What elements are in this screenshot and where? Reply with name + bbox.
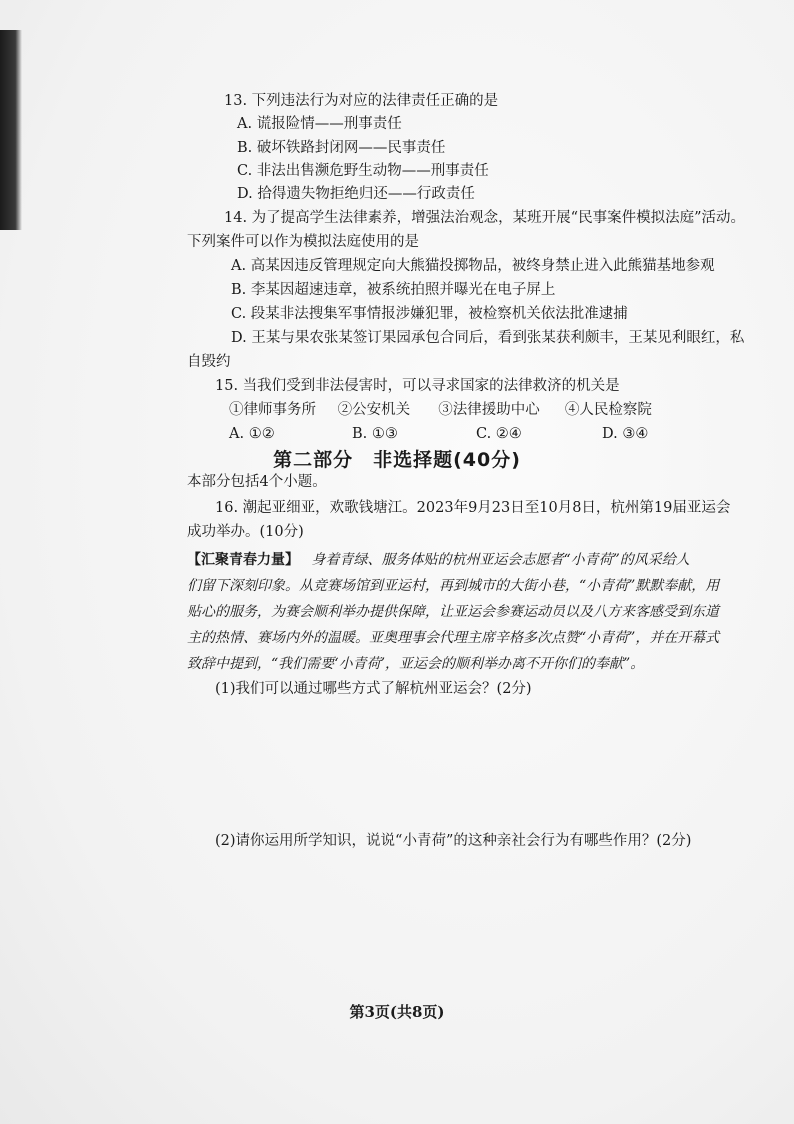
q14-option-c: C. 段某非法搜集军事情报涉嫌犯罪，被检察机关依法批准逮捕 [231, 306, 628, 322]
q15-item-4: ④人民检察院 [564, 402, 652, 418]
q16-stem-line2: 成功举办。(10分) [187, 524, 304, 540]
q13-option-a: A. 谎报险情——刑事责任 [237, 116, 402, 132]
q15-choice-c: C. ②④ [476, 426, 522, 442]
q14-option-b: B. 李某因超速违章，被系统拍照并曝光在电子屏上 [231, 282, 556, 298]
bleed-through-text [470, 120, 613, 139]
q16-material-line5: 致辞中提到，“我们需要‘小青荷’，亚运会的顺利举办离不开你们的奉献”。 [187, 656, 645, 672]
q16-material [187, 547, 757, 677]
q16-stem-line1: 16. 潮起亚细亚，欢歌钱塘江。2023年9月23日至10月8日，杭州第19届亚运会 [215, 500, 731, 516]
q15-item-2: ②公安机关 [337, 402, 411, 418]
q14-stem-line2: 下列案件可以作为模拟法庭使用的是 [187, 234, 419, 250]
q16-material-tag: 【汇聚青春力量】 [187, 552, 299, 568]
q15-choice-a: A. ①② [229, 426, 275, 442]
q13-stem: 13. 下列违法行为对应的法律责任正确的是 [224, 93, 499, 109]
q13-option-b: B. 破坏铁路封闭网——民事责任 [237, 140, 446, 156]
q15-item-1: ①律师事务所 [229, 402, 316, 418]
scan-shadow-edge [0, 30, 22, 230]
q15-stem: 15. 当我们受到非法侵害时，可以寻求国家的法律救济的机关是 [215, 378, 620, 394]
q16-material-line4: 主的热情、赛场内外的温暖。亚奥理事会代理主席辛格多次点赞“小青荷”，并在开幕式 [187, 630, 720, 646]
q15-items [229, 400, 652, 420]
q14-option-d-line2: 自毁约 [187, 354, 231, 370]
q15-choice-d: D. ③④ [602, 426, 649, 442]
q15-item-3: ③法律援助中心 [438, 402, 540, 418]
q14-stem-line1: 14. 为了提高学生法律素养，增强法治观念，某班开展“民事案件模拟法庭”活动。 [224, 210, 745, 226]
q16-subquestion-1: (1)我们可以通过哪些方式了解杭州亚运会？(2分) [215, 681, 532, 697]
part2-title: 第二部分 非选择题(40分) [273, 449, 521, 471]
q14-option-a: A. 高某因违反管理规定向大熊猫投掷物品，被终身禁止进入此熊猫基地参观 [231, 258, 715, 274]
q16-material-line1: 身着青绿、服务体贴的杭州亚运会志愿者“小青荷”的风采给人 [311, 552, 690, 568]
q15-choice-b: B. ①③ [352, 426, 398, 442]
q16-material-line2: 们留下深刻印象。从竞赛场馆到亚运村，再到城市的大街小巷，“小青荷”默默奉献，用 [187, 578, 720, 594]
q13-option-d: D. 拾得遗失物拒绝归还——行政责任 [237, 186, 475, 202]
q16-subquestion-2: (2)请你运用所学知识，说说“小青荷”的这种亲社会行为有哪些作用？(2分) [215, 833, 692, 849]
q13-option-c: C. 非法出售濒危野生动物——刑事责任 [237, 163, 489, 179]
q16-material-line3: 贴心的服务，为赛会顺利举办提供保障，让亚运会参赛运动员以及八方来客感受到东道 [187, 604, 719, 620]
q14-option-d-line1: D. 王某与果农张某签订果园承包合同后，看到张某获利颇丰，王某见利眼红，私 [231, 330, 745, 346]
part2-intro: 本部分包括4个小题。 [187, 474, 327, 490]
page-footer: 第3页(共8页) [349, 1003, 445, 1021]
